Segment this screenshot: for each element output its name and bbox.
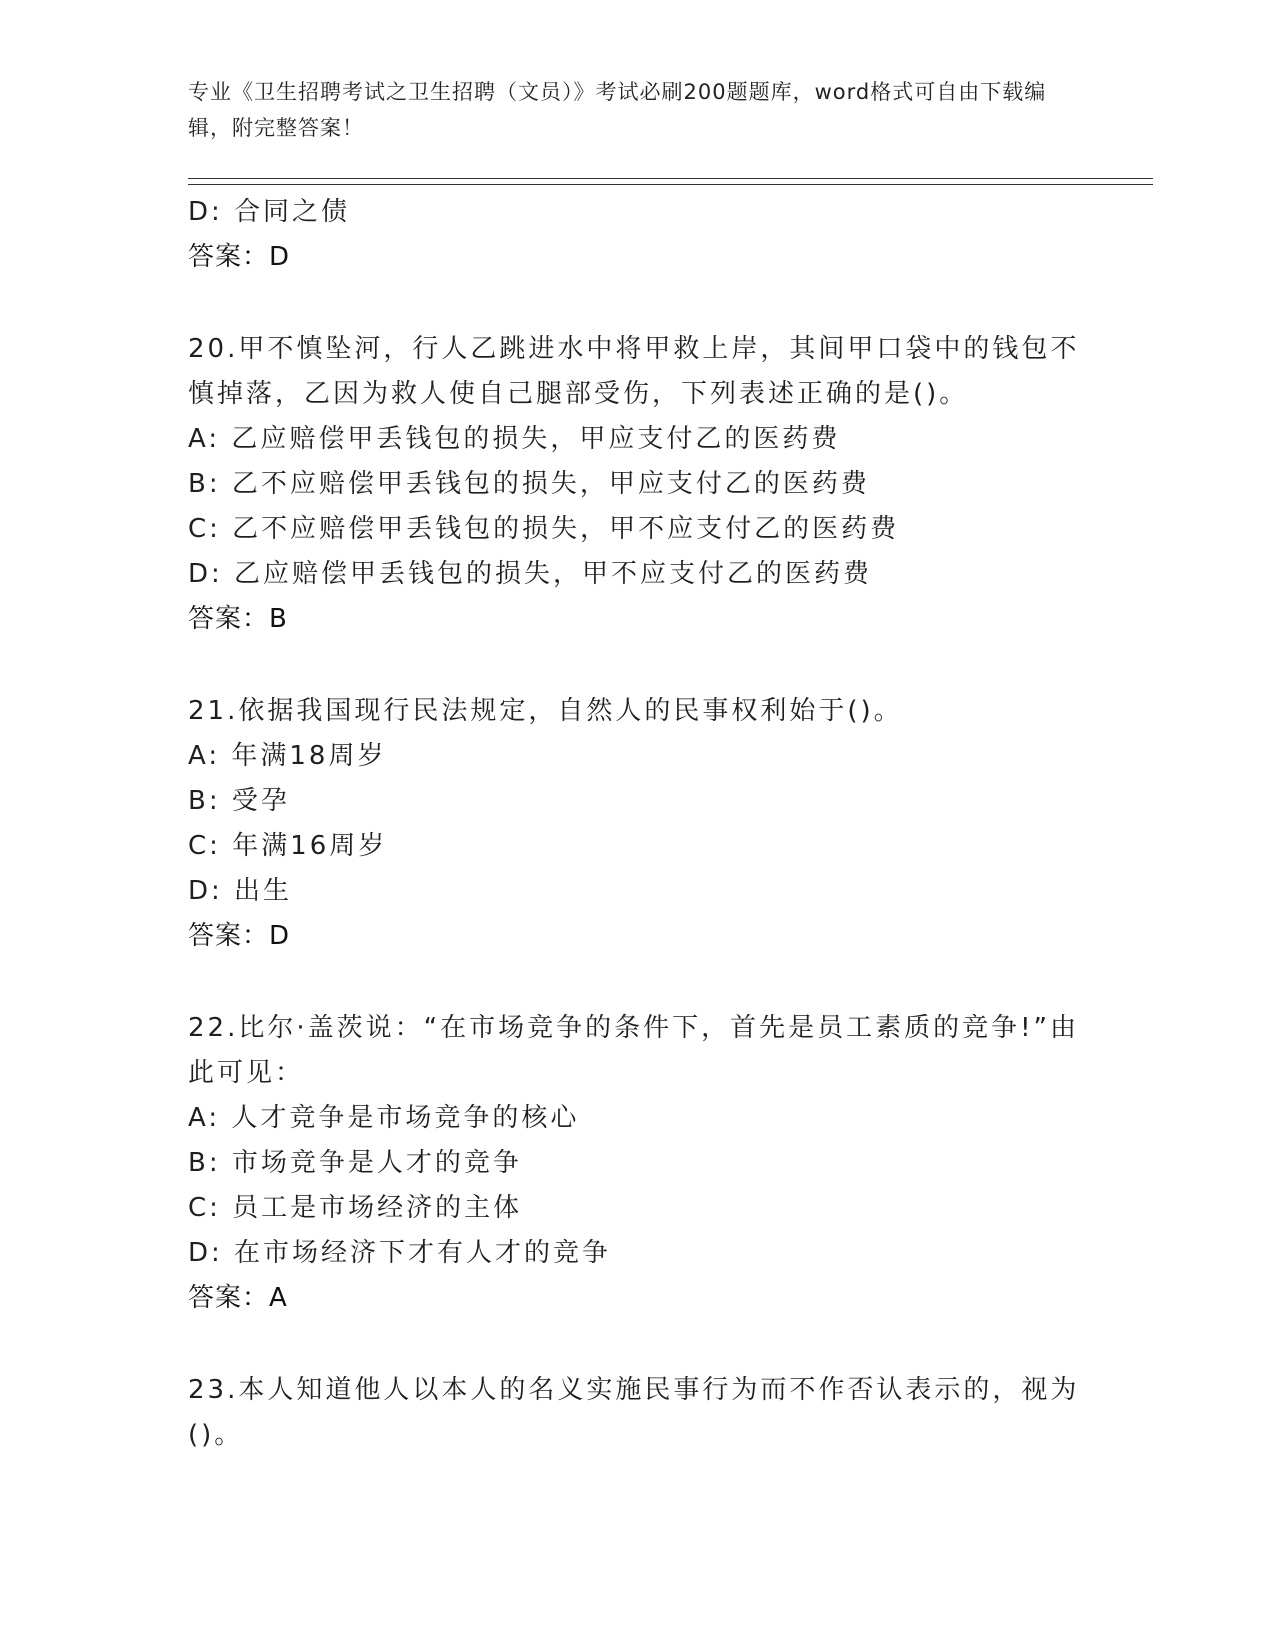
question-20 [188,327,1088,642]
option-c: C: 年满16周岁 [188,831,388,861]
question-21 [188,689,1088,959]
spacer [188,959,1088,1006]
spacer [188,642,1088,689]
question-23 [188,1368,1088,1458]
option-a: A: 乙应赔偿甲丢钱包的损失，甲应支付乙的医药费 [188,424,841,454]
question-stem: 21.依据我国现行民法规定，自然人的民事权利始于()。 [188,696,903,726]
spacer [188,1321,1088,1368]
prev-option-d: D: 合同之债 [188,197,351,227]
spacer [188,280,1088,327]
header-rule-bottom [188,184,1153,185]
answer: 答案：D [188,921,291,951]
question-22 [188,1006,1088,1321]
header-rule-top [188,178,1153,179]
question-stem: 23.本人知道他人以本人的名义实施民事行为而不作否认表示的，视为()。 [188,1375,1080,1450]
option-b: B: 受孕 [188,786,290,816]
option-c: C: 员工是市场经济的主体 [188,1193,523,1223]
question-list [188,190,1088,1458]
option-a: A: 人才竞争是市场竞争的核心 [188,1103,580,1133]
question-stem: 22.比尔·盖茨说：“在市场竞争的条件下，首先是员工素质的竞争!”由此可见： [188,1013,1079,1088]
answer: 答案：A [188,1283,288,1313]
option-c: C: 乙不应赔偿甲丢钱包的损失，甲不应支付乙的医药费 [188,514,900,544]
option-d: D: 乙应赔偿甲丢钱包的损失，甲不应支付乙的医药费 [188,559,873,589]
prev-answer: 答案：D [188,242,291,272]
question-stem: 20.甲不慎坠河，行人乙跳进水中将甲救上岸，其间甲口袋中的钱包不慎掉落，乙因为救人使自己腿部受伤，下列表述正确的是()。 [188,334,1080,409]
option-b: B: 乙不应赔偿甲丢钱包的损失，甲应支付乙的医药费 [188,469,870,499]
option-b: B: 市场竞争是人才的竞争 [188,1148,522,1178]
option-d: D: 出生 [188,876,293,906]
option-a: A: 年满18周岁 [188,741,387,771]
document-header: 专业《卫生招聘考试之卫生招聘（文员）》考试必刷200题题库，word格式可自由下载编辑，附完整答案！ [188,80,1047,140]
option-d: D: 在市场经济下才有人才的竞争 [188,1238,612,1268]
answer: 答案：B [188,604,288,634]
